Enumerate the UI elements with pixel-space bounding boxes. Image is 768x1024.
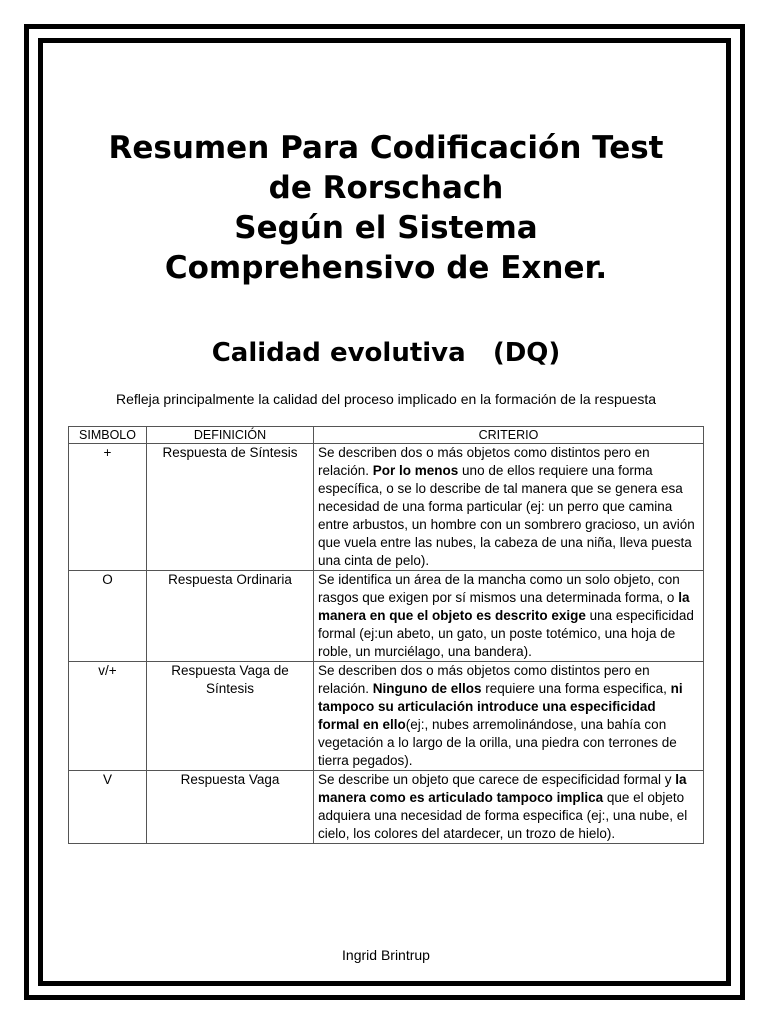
symbol-cell: v/+ (69, 662, 147, 771)
table-row (69, 771, 704, 844)
dq-table (68, 426, 704, 844)
symbol-cell: + (69, 444, 147, 571)
header-criterio: CRITERIO (314, 427, 704, 444)
criterio-cell (314, 444, 704, 571)
table-header-row (69, 427, 704, 444)
table-row (69, 662, 704, 771)
criterio-text: Se identifica un área de la mancha como un solo objeto, con rasgos que exigen por sí mismos una determinada forma, o (318, 572, 680, 605)
criterio-text: una especificidad formal (ej:un abeto, un gato, un poste totémico, una hoja de roble, un murciélago, una bandera). (318, 608, 694, 659)
table-row (69, 444, 704, 571)
definition-cell: Respuesta Vaga (147, 771, 314, 844)
table-row (69, 571, 704, 662)
header-simbolo: SIMBOLO (69, 427, 147, 444)
criterio-bold-text: Ninguno de ellos (372, 681, 482, 696)
criterio-text: Se describen dos o más objetos como distintos pero en relación. (318, 445, 650, 478)
title-line: Resumen Para Codificación Test (108, 130, 664, 166)
criterio-text: uno de ellos requiere una forma específica, o se lo describe de tal manera que se genera esa necesidad de una forma particular (ej: un perro que camina entre arbustos, un hombre con un sombrero gracioso, un avión que vuela entre las nubes, la cabeza de una niña, lleva puesta una cinta de pelo). (318, 463, 695, 568)
criterio-cell (314, 571, 704, 662)
criterio-text: requiere una forma especifica, (481, 681, 671, 696)
criterio-text: que el objeto adquiera una necesidad de forma especifica (ej:, una nube, el cielo, los colores del atardecer, un trozo de hielo). (318, 790, 688, 841)
criterio-cell (314, 771, 704, 844)
criterio-text: Se describen dos o más objetos como distintos pero en relación. (318, 663, 650, 696)
title-line: Comprehensivo de Exner. (164, 250, 608, 286)
section-heading: Calidad evolutiva (DQ) (211, 338, 561, 368)
symbol-cell: V (69, 771, 147, 844)
criterio-text: (ej:, nubes arremolinándose, una bahía con vegetación a lo largo de la orilla, una piedra con terrones de tierra pegados). (318, 717, 677, 768)
criterio-bold-text: la manera en que el objeto es descrito exige (318, 590, 690, 623)
symbol-cell: O (69, 571, 147, 662)
title-line: de Rorschach (268, 170, 504, 206)
definition-cell: Respuesta Vaga de Síntesis (147, 662, 314, 771)
definition-cell: Respuesta Ordinaria (147, 571, 314, 662)
header-definicion: DEFINICIÓN (147, 427, 314, 444)
criterio-bold-text: ni tampoco su articulación introduce una especificidad formal en ello (318, 681, 683, 732)
intro-text: Refleja principalmente la calidad del proceso implicado en la formación de la respuesta (115, 391, 657, 407)
criterio-text: Se describe un objeto que carece de especificidad formal y (318, 772, 676, 787)
criterio-bold-text: la manera como es articulado tampoco implica (318, 772, 687, 805)
criterio-cell (314, 662, 704, 771)
definition-cell: Respuesta de Síntesis (147, 444, 314, 571)
criterio-bold-text: Por lo menos (372, 463, 459, 478)
document-title (60, 128, 712, 288)
title-line: Según el Sistema (234, 210, 538, 246)
author-name: Ingrid Brintrup (342, 947, 430, 963)
